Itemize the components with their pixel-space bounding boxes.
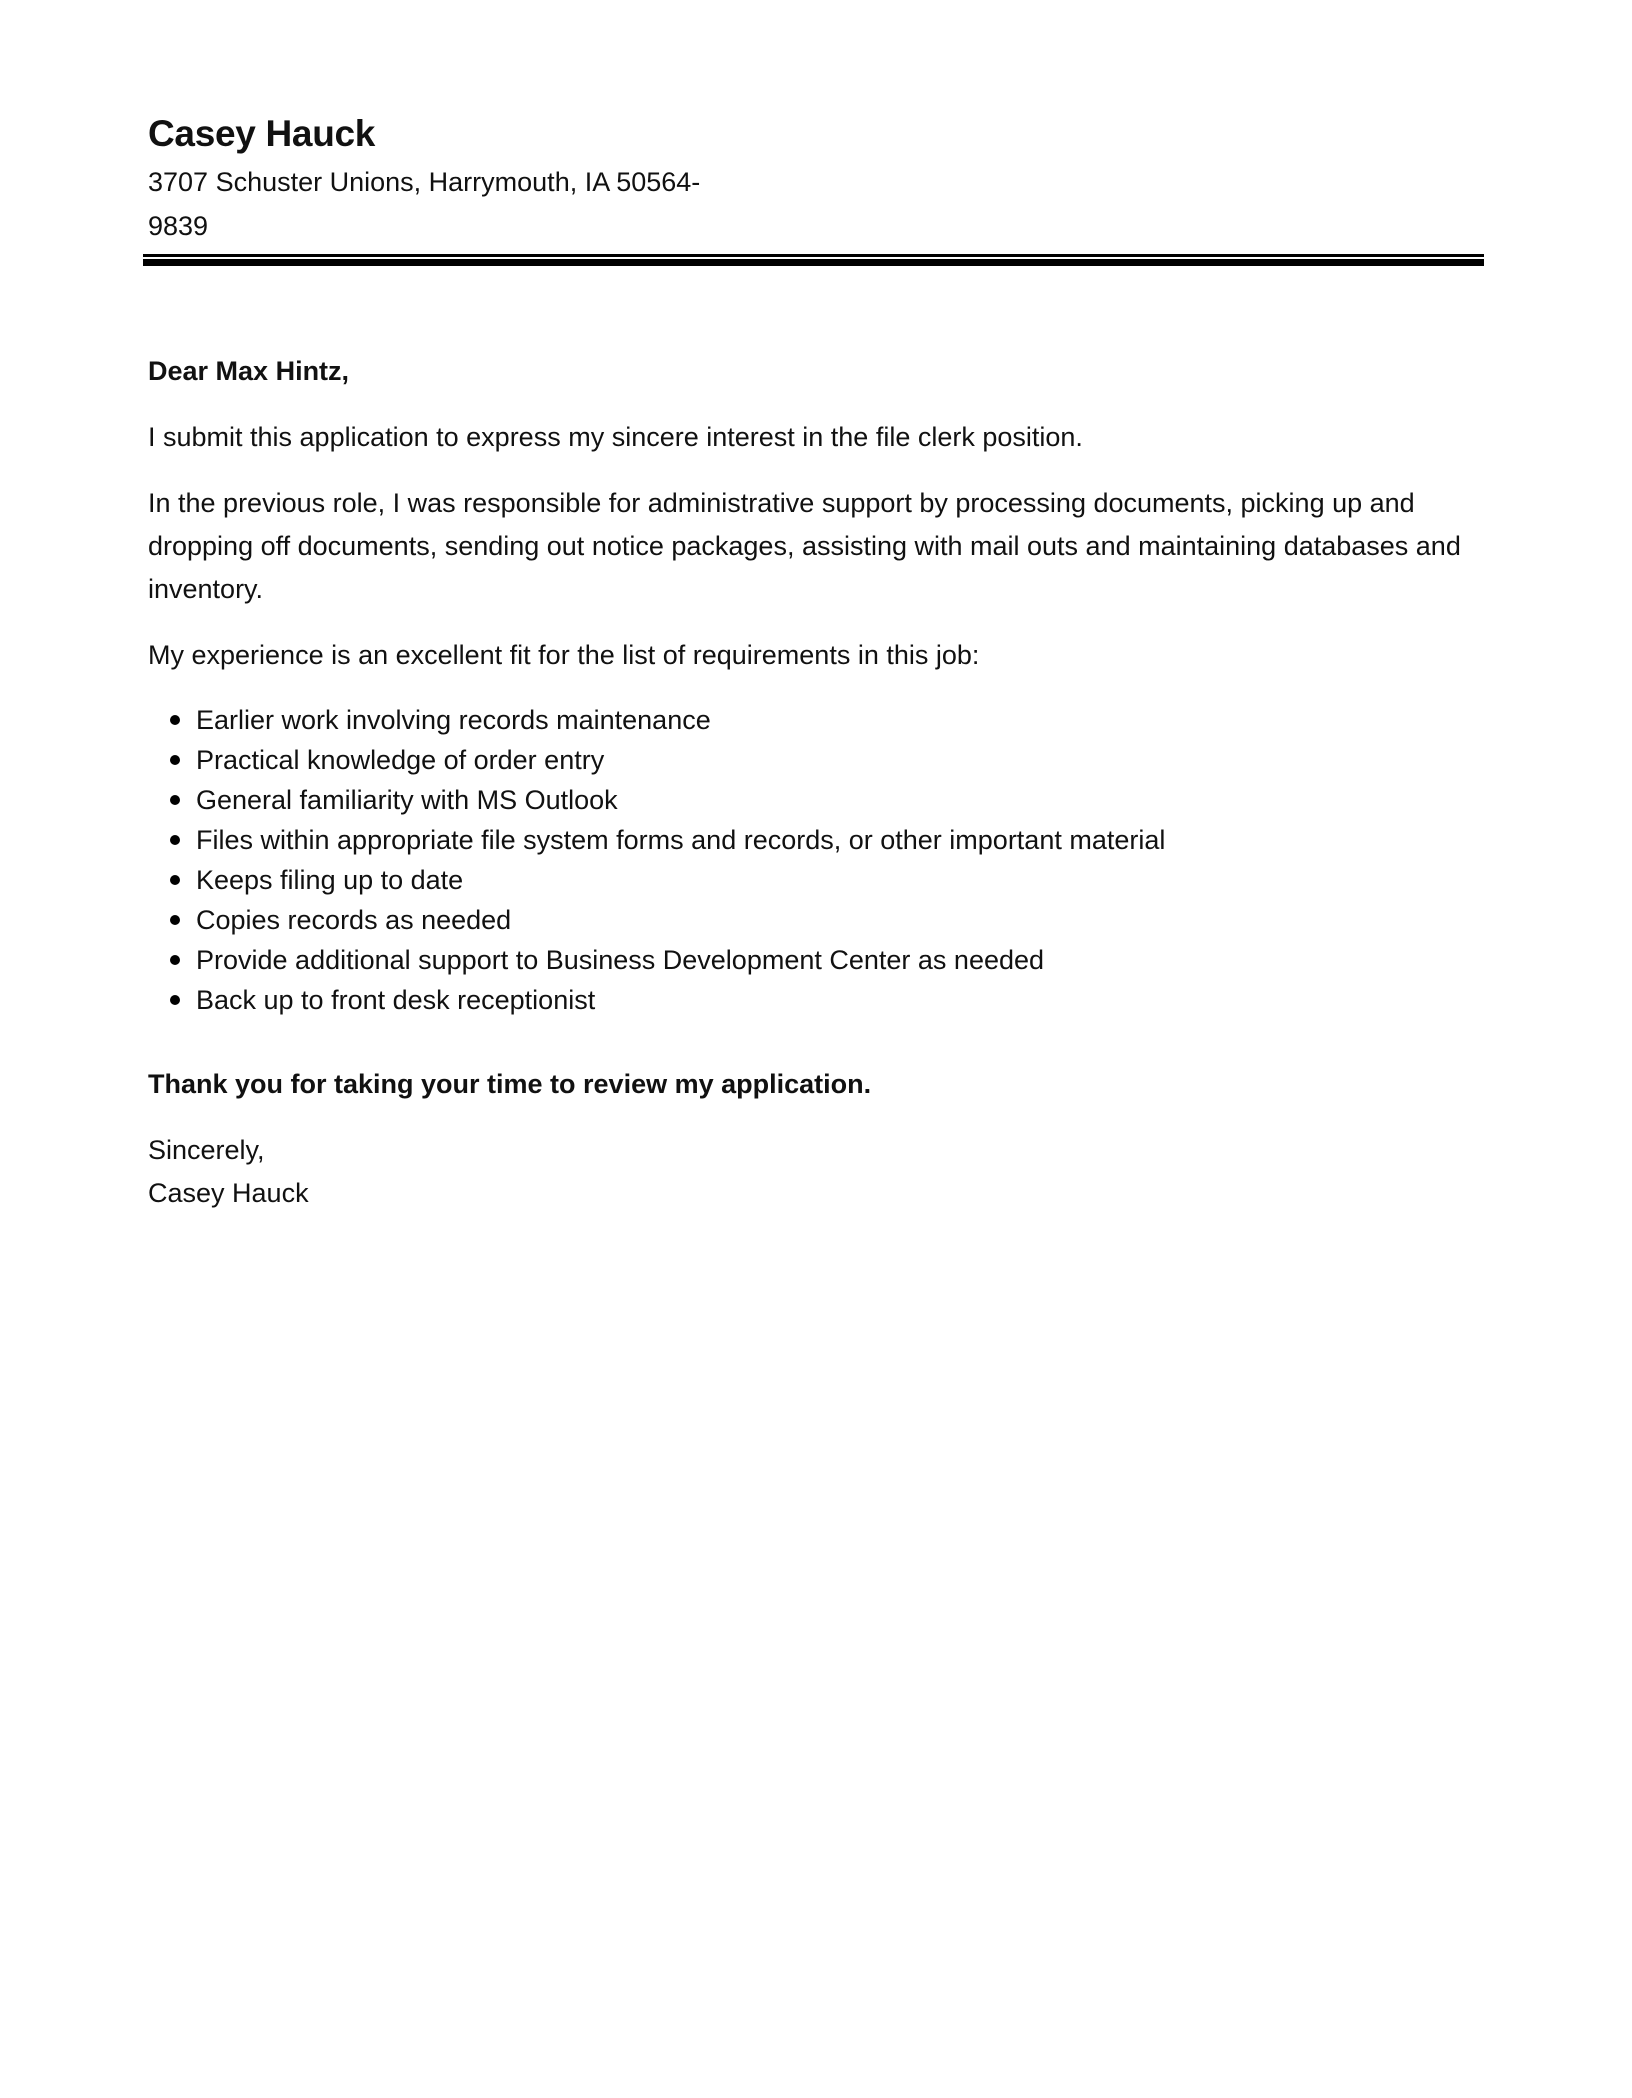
header-rule-thick [143,259,1484,266]
list-item-text: Earlier work involving records maintenance [196,705,711,735]
list-item [148,860,1488,900]
greeting: Dear Max Hintz, [148,356,350,386]
list-item [148,980,1488,1020]
list-item-text: Practical knowledge of order entry [196,745,605,775]
letter-body [148,350,1488,1215]
list-item [148,740,1488,780]
list-item [148,700,1488,740]
bullet-icon [170,955,180,965]
bullet-icon [170,795,180,805]
experience-paragraph: In the previous role, I was responsible for administrative support by processing documents, picking up and dropping off documents, sending out notice packages, assisting with mail outs and maintaining databases and inventory. [148,488,1461,604]
bullet-icon [170,715,180,725]
list-item-text: Provide additional support to Business Development Center as needed [196,945,1045,975]
bullet-icon [170,915,180,925]
bullet-icon [170,995,180,1005]
header-rule-thin [143,254,1484,257]
intro-paragraph: I submit this application to express my sincere interest in the file clerk position. [148,422,1083,452]
sender-name: Casey Hauck [148,113,376,154]
bullet-icon [170,875,180,885]
list-item [148,900,1488,940]
list-item-text: Keeps filing up to date [196,865,464,895]
sender-address [148,160,748,248]
list-item-text: General familiarity with MS Outlook [196,785,618,815]
address-line-2: 9839 [148,211,209,241]
list-item [148,780,1488,820]
address-line-1: 3707 Schuster Unions, Harrymouth, IA 50564- [148,167,701,197]
letter-header [148,110,1484,248]
bullet-icon [170,755,180,765]
bullet-icon [170,835,180,845]
signature-name: Casey Hauck [148,1178,309,1208]
list-item [148,820,1488,860]
requirements-list [148,700,1488,1020]
signoff-text: Sincerely, [148,1135,265,1165]
signoff-block [148,1129,1488,1215]
list-item-text: Copies records as needed [196,905,512,935]
list-item [148,940,1488,980]
fit-intro-paragraph: My experience is an excellent fit for the list of requirements in this job: [148,640,980,670]
list-item-text: Back up to front desk receptionist [196,985,596,1015]
closing-thanks: Thank you for taking your time to review my application. [148,1069,872,1099]
list-item-text: Files within appropriate file system forms and records, or other important material [196,825,1166,855]
